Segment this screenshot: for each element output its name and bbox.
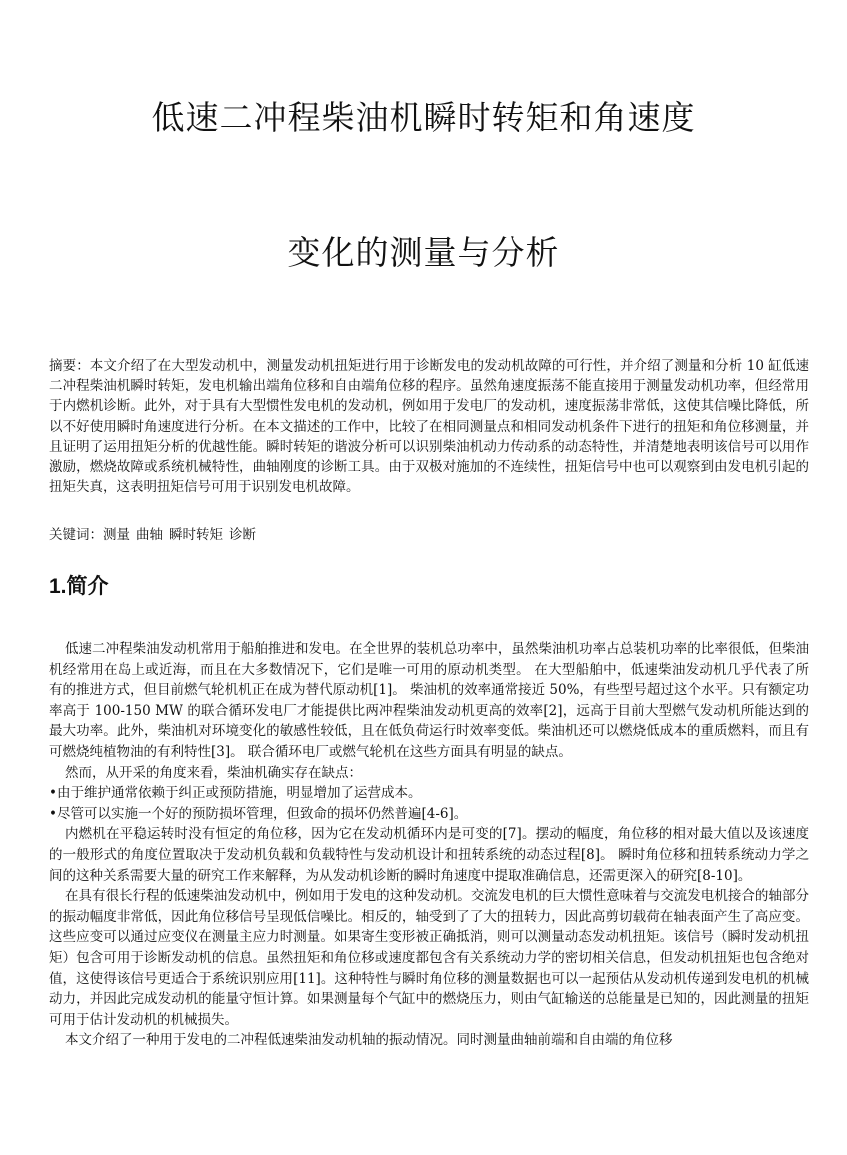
abstract: 摘要：本文介绍了在大型发动机中，测量发动机扭矩进行用于诊断发电的发动机故障的可行性，并介绍了测量和分析 10 缸低速二冲程柴油机瞬时转矩，发电机输出端角位移和自由端角位移的程序。虽然角速度振荡不能直接用于测量发动机功率，但经常用于内燃机诊断。此外，对于具有大型惯性发电机的发动机，例如用于发电厂的发动机，速度振荡非常低，这使其信噪比降低，所以不好使用瞬时角速度进行分析。在本文描述的工作中，比较了在相同测量点和相同发动机条件下进行的扭矩和角位移测量，并且证明了运用扭矩分析的优越性能。瞬时转矩的谐波分析可以识别柴油机动力传动系的动态特性，并清楚地表明该信号可以用作激励，燃烧故障或系统机械特性，曲轴刚度的诊断工具。由于双极对施加的不连续性，扭矩信号中也可以观察到由发电机引起的扭矩失真，这表明扭矩信号可用于识别发电机故障。 [49, 358, 809, 496]
keywords [49, 525, 809, 545]
section-heading-introduction: 1.简介 [49, 575, 109, 598]
introduction-body [49, 639, 809, 1051]
keyword: 测量 [103, 527, 130, 543]
paragraph: 低速二冲程柴油发动机常用于船舶推进和发电。在全世界的装机总功率中，虽然柴油机功率占总装机功率的比率很低，但柴油机经常用在岛上或近海，而且在大多数情况下，它们是唯一可用的原动机类型。 在大型船舶中，低速柴油发动机几乎代表了所有的推进方式，但目前燃气轮机机正在成为替代原动机[1]。 柴油机的效率通常接近 50%，有些型号超过这个水平。只有额定功率高于 100-150 MW 的联合循环发电厂才能提供比两冲程柴油发动机更高的效率[2]，远高于目前大型燃气发动机所能达到的最大功率。此外，柴油机对环境变化的敏感性较低，且在低负荷运行时效率变低。柴油机还可以燃烧低成本的重质燃料，而且有可燃烧纯植物油的有利特性[3]。 联合循环电厂或燃气轮机在这些方面具有明显的缺点。 [49, 641, 809, 760]
paragraph: 在具有很长行程的低速柴油发动机中，例如用于发电的这种发动机。交流发电机的巨大惯性意味着与交流发电机接合的轴部分的振动幅度非常低，因此角位移信号呈现低信噪比。相反的，轴受到了了大的扭转力，因此高剪切载荷在轴表面产生了高应变。这些应变可以通过应变仪在测量主应力时测量。如果寄生变形被正确抵消，则可以测量动态发动机扭矩。该信号（瞬时发动机扭矩）包含可用于诊断发动机的信息。虽然扭矩和角位移或速度都包含有关系统动力学的密切相关信息，但发动机扭矩也包含绝对值，这使得该信号更适合于系统识别应用[11]。这种特性与瞬时角位移的测量数据也可以一起预估从发动机传递到发电机的机械动力，并因此完成发动机的能量守恒计算。如果测量每个气缸中的燃烧压力，则由气缸输送的总能量是已知的，因此测量的扭矩可用于估计发动机的机械损失。 [49, 888, 809, 1028]
keyword: 瞬时转矩 [169, 527, 223, 543]
paragraph: 然而，从开采的角度来看，柴油机确实存在缺点： [65, 764, 362, 781]
bullet-item: •尽管可以实施一个好的预防损坏管理，但致命的损坏仍然普遍[4-6]。 [49, 805, 468, 822]
paragraph: 本文介绍了一种用于发电的二冲程低速柴油发动机轴的振动情况。同时测量曲轴前端和自由端的角位移 [65, 1032, 673, 1049]
keyword: 诊断 [229, 527, 256, 543]
keyword: 曲轴 [136, 527, 163, 543]
bullet-item: •由于维护通常依赖于纠正或预防措施，明显增加了运营成本。 [49, 785, 422, 802]
paragraph: 内燃机在平稳运转时没有恒定的角位移，因为它在发动机循环内是可变的[7]。摆动的幅度，角位移的相对最大值以及该速度的一般形式的角度位置取决于发动机负载和负载特性与发动机设计和扭转系统的动态过程[8]。 瞬时角位移和扭转系统动力学之间的这种关系需要大量的研究工作来解释，为从发动机诊断的瞬时角速度中提取准确信息，还需更深入的研究[8-10]。 [49, 826, 809, 884]
paper-title-line-1: 低速二冲程柴油机瞬时转矩和角速度 [151, 98, 696, 137]
keywords-label: 关键词： [49, 527, 103, 543]
paper-title-line-2: 变化的测量与分析 [287, 233, 560, 272]
